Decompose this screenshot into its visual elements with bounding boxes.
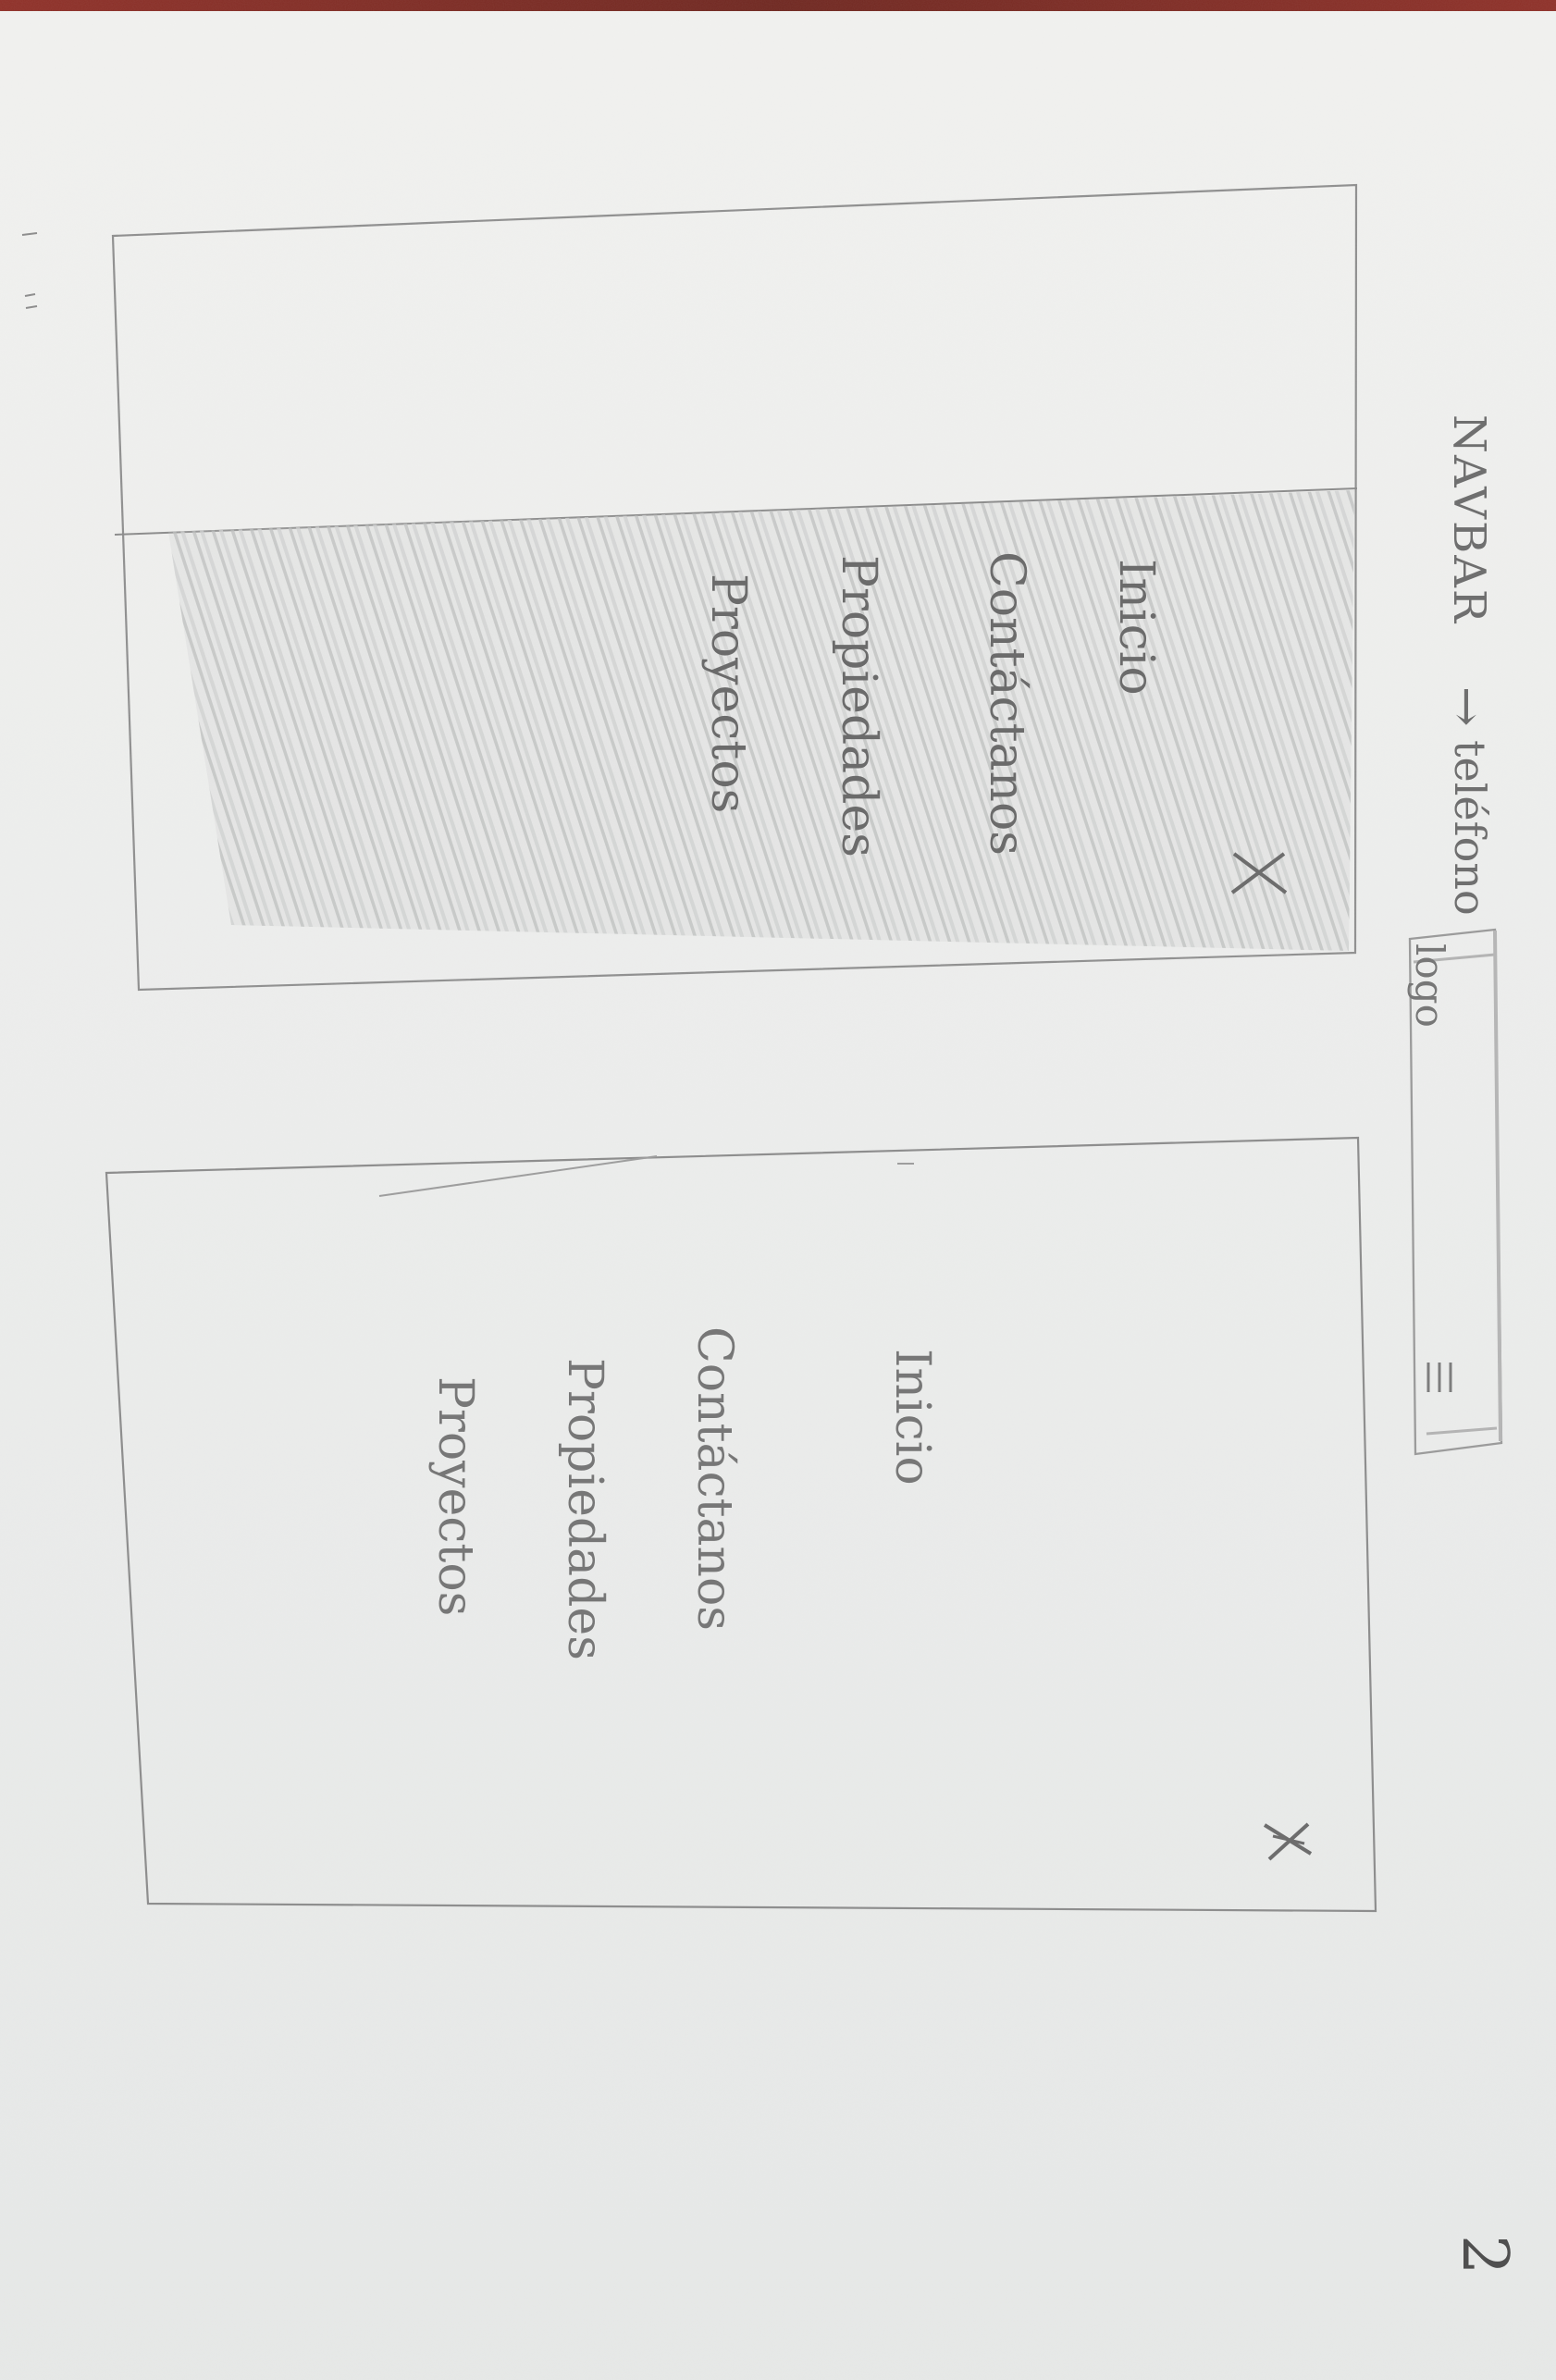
left-menu-item-inicio[interactable]: Inicio <box>1108 559 1164 696</box>
right-menu-item-proyectos[interactable]: Proyectos <box>427 1376 483 1617</box>
page-number: 2 <box>1448 2235 1521 2275</box>
right-menu-item-contactanos[interactable]: Contáctanos <box>686 1326 742 1631</box>
left-menu-item-proyectos[interactable]: Proyectos <box>700 573 756 814</box>
arrow-right-icon: → <box>1439 686 1494 727</box>
navbar-subtitle: teléfono <box>1445 740 1495 916</box>
logo-label[interactable]: logo <box>1407 943 1452 1028</box>
navbar-title: NAVBAR <box>1443 414 1495 625</box>
left-menu-item-propiedades[interactable]: Propiedades <box>831 555 886 857</box>
right-menu-item-inicio[interactable]: Inicio <box>884 1349 940 1486</box>
right-menu-item-propiedades[interactable]: Propiedades <box>557 1358 612 1660</box>
left-menu-item-contactanos[interactable]: Contáctanos <box>979 551 1034 856</box>
